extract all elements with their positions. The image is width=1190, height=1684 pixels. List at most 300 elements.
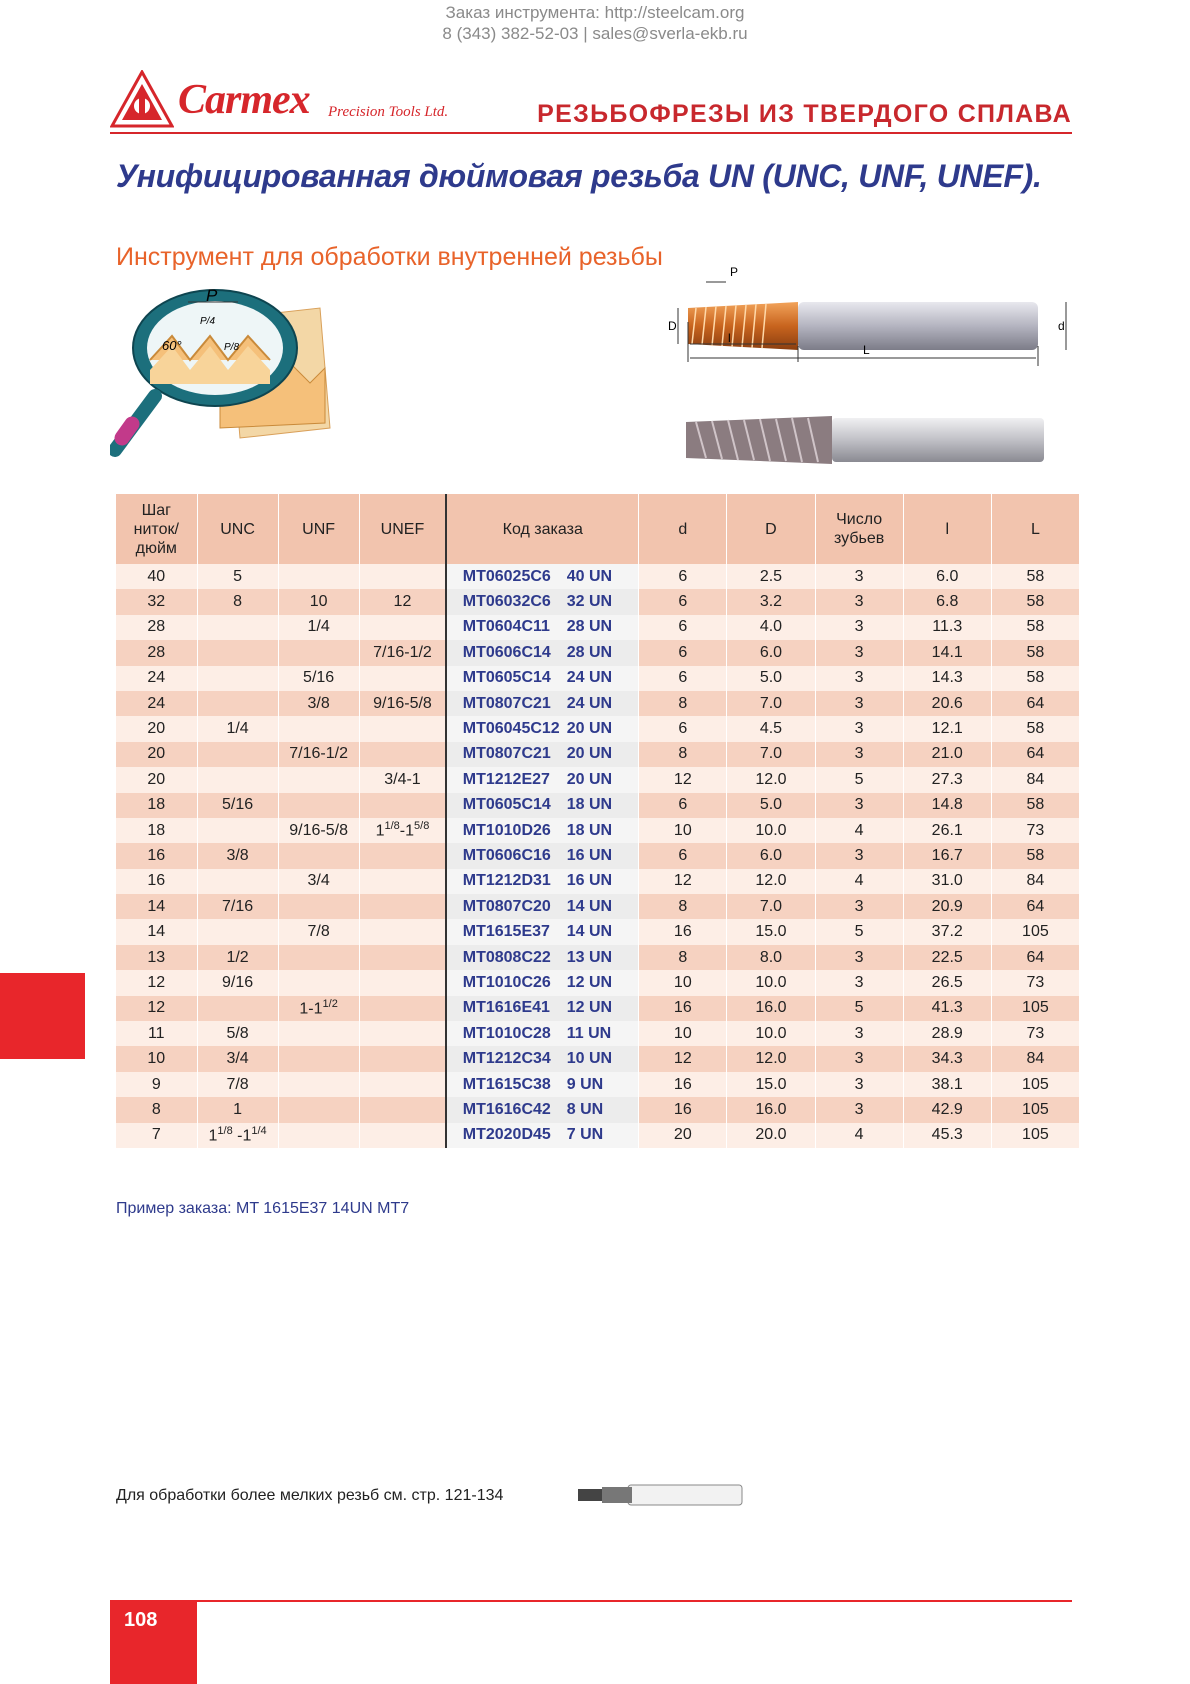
fraction-superscript: 1/8 [217, 1125, 233, 1138]
thread-designation: 20 UN [566, 720, 613, 738]
dim-l: l [728, 331, 731, 345]
thread-designation: 32 UN [566, 593, 613, 611]
cell-tpi: 14 [116, 919, 197, 944]
cell-L: 84 [991, 1046, 1079, 1071]
cell-unf: 10 [278, 589, 359, 614]
small-tool-icon [576, 1483, 746, 1507]
cell-unc: 5/16 [197, 793, 278, 818]
cell-unf [278, 1072, 359, 1097]
order-code-cell [446, 919, 638, 944]
cell-d: 16 [639, 996, 727, 1021]
order-code: MT1615C38 [462, 1075, 551, 1093]
cell-d: 6 [639, 666, 727, 691]
col-unf: UNF [278, 494, 359, 564]
cell-D: 8.0 [727, 945, 815, 970]
cell-D: 15.0 [727, 1072, 815, 1097]
cell-z: 5 [815, 767, 903, 792]
cell-l: 14.3 [903, 666, 991, 691]
cell-unf: 9/16-5/8 [278, 818, 359, 843]
cell-d: 10 [639, 1021, 727, 1046]
table-row [116, 716, 1080, 741]
cell-l: 14.1 [903, 640, 991, 665]
order-code: MT1010C28 [462, 1024, 551, 1042]
order-code: MT1212D31 [462, 872, 551, 890]
order-code-cell [446, 564, 638, 589]
thread-designation: 12 UN [566, 973, 613, 991]
cell-unef: 9/16-5/8 [359, 691, 446, 716]
cell-d: 8 [639, 894, 727, 919]
cell-tpi: 20 [116, 742, 197, 767]
cell-tpi: 32 [116, 589, 197, 614]
cell-D: 20.0 [727, 1123, 815, 1148]
cell-unef: 12 [359, 589, 446, 614]
cell-z: 3 [815, 1072, 903, 1097]
cell-unf: 3/4 [278, 869, 359, 894]
dim-P: P [730, 265, 739, 279]
cell-tpi: 9 [116, 1072, 197, 1097]
thread-designation: 7 UN [566, 1126, 604, 1144]
cell-unf [278, 1021, 359, 1046]
thread-designation: 14 UN [566, 897, 613, 915]
col-pitch-line3: дюйм [135, 539, 177, 557]
cell-unc [197, 818, 278, 843]
table-row [116, 640, 1080, 665]
order-code-cell [446, 589, 638, 614]
cell-l: 31.0 [903, 869, 991, 894]
cell-l: 20.9 [903, 894, 991, 919]
col-unef: UNEF [359, 494, 446, 564]
thread-designation: 16 UN [566, 872, 613, 890]
fraction-superscript: 1/2 [322, 998, 338, 1011]
cell-D: 6.0 [727, 843, 815, 868]
order-code: MT0605C14 [462, 796, 551, 814]
thread-designation: 13 UN [566, 948, 613, 966]
thread-designation: 28 UN [566, 618, 613, 636]
section-title: РЕЗЬБОФРЕЗЫ ИЗ ТВЕРДОГО СПЛАВА [537, 100, 1072, 128]
cell-unf [278, 716, 359, 741]
table-header [116, 494, 1080, 564]
cell-unf [278, 1123, 359, 1148]
table-row [116, 1123, 1080, 1148]
cell-D: 12.0 [727, 869, 815, 894]
cell-z: 3 [815, 640, 903, 665]
table-row [116, 615, 1080, 640]
cell-z: 3 [815, 1097, 903, 1122]
table-row [116, 1097, 1080, 1122]
cell-D: 4.5 [727, 716, 815, 741]
cell-unef [359, 742, 446, 767]
fraction-base: 1 [375, 822, 385, 840]
cell-unc [197, 691, 278, 716]
cell-d: 8 [639, 945, 727, 970]
cell-L: 105 [991, 1072, 1079, 1097]
small-thread-note: Для обработки более мелких резьб см. стр. 121-134 [116, 1487, 504, 1504]
cell-tpi: 24 [116, 691, 197, 716]
cell-unc [197, 767, 278, 792]
cell-tpi: 20 [116, 716, 197, 741]
cell-unc: 1/4 [197, 716, 278, 741]
footer-divider [110, 1600, 1072, 1602]
cell-unf [278, 945, 359, 970]
order-code-cell [446, 1072, 638, 1097]
cell-z: 4 [815, 818, 903, 843]
cell-L: 105 [991, 1097, 1079, 1122]
cell-unef [359, 945, 446, 970]
cell-tpi: 11 [116, 1021, 197, 1046]
table-row [116, 742, 1080, 767]
table-row [116, 996, 1080, 1021]
table-row [116, 818, 1080, 843]
order-code: MT0807C21 [462, 694, 551, 712]
order-example: Пример заказа: MT 1615E37 14UN MT7 [116, 1200, 410, 1217]
cell-unc [197, 615, 278, 640]
cell-L: 64 [991, 742, 1079, 767]
contact-info [0, 2, 1190, 44]
cell-D: 5.0 [727, 666, 815, 691]
cell-unf [278, 767, 359, 792]
order-code: MT1212C34 [462, 1050, 551, 1068]
cell-D: 5.0 [727, 793, 815, 818]
table-row [116, 894, 1080, 919]
thread-designation: 24 UN [566, 694, 613, 712]
order-code: MT06045C12 [462, 720, 560, 738]
cell-unf: 3/8 [278, 691, 359, 716]
cell-l: 37.2 [903, 919, 991, 944]
fraction-base: 1 [208, 1127, 218, 1145]
col-teeth-line2: зубьев [833, 530, 885, 547]
cell-D: 12.0 [727, 1046, 815, 1071]
cell-z: 3 [815, 615, 903, 640]
cell-z: 3 [815, 564, 903, 589]
col-pitch [116, 494, 197, 564]
cell-L: 73 [991, 970, 1079, 995]
cell-z: 3 [815, 1046, 903, 1071]
cell-unf [278, 640, 359, 665]
cell-l: 12.1 [903, 716, 991, 741]
carmex-logo [110, 70, 470, 130]
order-code-cell [446, 615, 638, 640]
cell-z: 3 [815, 1021, 903, 1046]
cell-unef: 7/16-1/2 [359, 640, 446, 665]
cell-unef [359, 666, 446, 691]
cell-l: 16.7 [903, 843, 991, 868]
cell-tpi: 24 [116, 666, 197, 691]
cell-l: 6.0 [903, 564, 991, 589]
cell-d: 12 [639, 869, 727, 894]
thread-designation: 20 UN [566, 770, 613, 788]
cell-z: 5 [815, 919, 903, 944]
cell-z: 4 [815, 869, 903, 894]
cell-unc: 7/8 [197, 1072, 278, 1097]
thread-designation: 14 UN [566, 923, 613, 941]
cell-L: 105 [991, 1123, 1079, 1148]
order-code-cell [446, 818, 638, 843]
cell-unef [359, 996, 446, 1021]
order-code-cell [446, 666, 638, 691]
cell-D: 3.2 [727, 589, 815, 614]
cell-z: 3 [815, 666, 903, 691]
cell-tpi: 14 [116, 894, 197, 919]
contact-site: Заказ инструмента: http://steelcam.org [445, 3, 745, 22]
thread-designation: 28 UN [566, 643, 613, 661]
fraction-superscript: 1/4 [251, 1125, 267, 1138]
cell-L: 58 [991, 666, 1079, 691]
cell-z: 3 [815, 793, 903, 818]
cell-l: 22.5 [903, 945, 991, 970]
cell-unef [359, 716, 446, 741]
cell-L: 105 [991, 919, 1079, 944]
cell-unf [278, 1097, 359, 1122]
tool-dimension-drawing [648, 262, 1088, 392]
cell-z: 3 [815, 970, 903, 995]
cell-unc: 8 [197, 589, 278, 614]
cell-l: 26.5 [903, 970, 991, 995]
fraction-base: -1 [399, 822, 415, 840]
table-row [116, 666, 1080, 691]
cell-tpi: 12 [116, 970, 197, 995]
thread-designation: 24 UN [566, 669, 613, 687]
cell-D: 10.0 [727, 818, 815, 843]
brand-subtitle: Precision Tools Ltd. [328, 104, 449, 120]
cell-unc: 5/8 [197, 1021, 278, 1046]
cell-l: 28.9 [903, 1021, 991, 1046]
table-row [116, 919, 1080, 944]
cell-unef [359, 843, 446, 868]
cell-L: 105 [991, 996, 1079, 1021]
order-code-cell [446, 843, 638, 868]
carmex-logo-icon [110, 70, 174, 130]
cell-d: 10 [639, 970, 727, 995]
cell-tpi: 28 [116, 615, 197, 640]
cell-unef [359, 970, 446, 995]
order-code-cell [446, 894, 638, 919]
table-row [116, 1046, 1080, 1071]
order-code: MT0605C14 [462, 669, 551, 687]
cell-L: 73 [991, 818, 1079, 843]
cell-unef [359, 1021, 446, 1046]
cell-d: 6 [639, 843, 727, 868]
cell-d: 16 [639, 1072, 727, 1097]
cell-unef [359, 1123, 446, 1148]
cell-l: 41.3 [903, 996, 991, 1021]
order-code: MT2020D45 [462, 1126, 551, 1144]
cell-l: 14.8 [903, 793, 991, 818]
table-row [116, 691, 1080, 716]
angle-label: 60° [162, 338, 182, 353]
order-code: MT0807C20 [462, 897, 551, 915]
order-code-cell [446, 996, 638, 1021]
cell-unc: 9/16 [197, 970, 278, 995]
cell-d: 6 [639, 793, 727, 818]
cell-L: 84 [991, 767, 1079, 792]
page-subtitle: Инструмент для обработки внутренней резьбы [116, 243, 663, 271]
cell-unef [359, 869, 446, 894]
page-number: 108 [124, 1609, 158, 1631]
cell-unf [278, 843, 359, 868]
contact-phone-email: 8 (343) 382-52-03 | sales@sverla-ekb.ru [442, 24, 748, 43]
cell-unf: 7/8 [278, 919, 359, 944]
table-row [116, 869, 1080, 894]
thread-profile-illustration [110, 288, 350, 468]
order-code-cell [446, 945, 638, 970]
col-pitch-line2: ниток/ [133, 520, 179, 538]
thread-designation: 16 UN [566, 846, 613, 864]
order-code: MT06025C6 [462, 567, 551, 585]
cell-L: 84 [991, 869, 1079, 894]
cell-d: 20 [639, 1123, 727, 1148]
header-divider [110, 132, 1072, 134]
cell-unc [197, 666, 278, 691]
col-code: Код заказа [446, 494, 638, 564]
col-d: d [639, 494, 727, 564]
table-row [116, 843, 1080, 868]
cell-tpi: 28 [116, 640, 197, 665]
cell-d: 8 [639, 691, 727, 716]
cell-D: 16.0 [727, 996, 815, 1021]
cell-tpi: 13 [116, 945, 197, 970]
page-title: Унифицированная дюймовая резьба UN (UNC, UNF, UNEF). [116, 158, 1042, 194]
dim-d: d [1058, 319, 1065, 333]
thread-designation: 9 UN [566, 1075, 604, 1093]
cell-tpi: 7 [116, 1123, 197, 1148]
thread-designation: 40 UN [566, 567, 613, 585]
order-code: MT0604C11 [462, 618, 550, 636]
cell-D: 2.5 [727, 564, 815, 589]
col-pitch-line1: Шаг [141, 501, 171, 519]
cell-L: 64 [991, 894, 1079, 919]
thread-designation: 20 UN [566, 745, 613, 763]
cell-unc: 5 [197, 564, 278, 589]
order-code-cell [446, 691, 638, 716]
cell-tpi: 18 [116, 818, 197, 843]
cell-unef [359, 564, 446, 589]
dim-D: D [668, 319, 677, 333]
cell-tpi: 16 [116, 869, 197, 894]
cell-L: 58 [991, 640, 1079, 665]
table-row [116, 1072, 1080, 1097]
thread-designation: 10 UN [566, 1050, 613, 1068]
order-code-cell [446, 1021, 638, 1046]
side-tab-marker [0, 973, 85, 1059]
fraction-superscript: 1/8 [384, 820, 400, 833]
cell-unef [359, 1072, 446, 1097]
brand-name: Carmex [178, 77, 310, 123]
cell-D: 4.0 [727, 615, 815, 640]
order-code: MT0808C22 [462, 948, 551, 966]
cell-d: 6 [639, 589, 727, 614]
cell-l: 38.1 [903, 1072, 991, 1097]
col-teeth [815, 494, 903, 564]
cell-unc [197, 640, 278, 665]
cell-D: 7.0 [727, 742, 815, 767]
order-code-cell [446, 1046, 638, 1071]
table-row [116, 970, 1080, 995]
cell-tpi: 16 [116, 843, 197, 868]
table-row [116, 945, 1080, 970]
cell-D: 7.0 [727, 894, 815, 919]
col-teeth-line1: Число [836, 511, 883, 528]
cell-tpi: 10 [116, 1046, 197, 1071]
cell-unef [359, 615, 446, 640]
p4-label: P/4 [200, 316, 216, 327]
cell-d: 6 [639, 716, 727, 741]
table-row [116, 1021, 1080, 1046]
table-row [116, 793, 1080, 818]
thread-designation: 11 UN [566, 1024, 612, 1042]
fraction-base: -1 [232, 1127, 252, 1145]
cell-unef [359, 894, 446, 919]
cell-l: 11.3 [903, 615, 991, 640]
cell-unc: 3/8 [197, 843, 278, 868]
cell-D: 6.0 [727, 640, 815, 665]
order-code: MT0606C14 [462, 643, 551, 661]
order-code-cell [446, 869, 638, 894]
cell-l: 21.0 [903, 742, 991, 767]
cell-L: 58 [991, 716, 1079, 741]
cell-z: 3 [815, 589, 903, 614]
table-row [116, 564, 1080, 589]
thread-designation: 18 UN [566, 796, 613, 814]
cell-l: 20.6 [903, 691, 991, 716]
order-code: MT1010D26 [462, 821, 551, 839]
cell-D: 7.0 [727, 691, 815, 716]
cell-unf [278, 793, 359, 818]
cell-unc [197, 869, 278, 894]
spec-table [116, 494, 1080, 1148]
col-l: l [903, 494, 991, 564]
cell-unc [197, 1123, 278, 1148]
cell-unc [197, 742, 278, 767]
cell-unc: 1/2 [197, 945, 278, 970]
cell-d: 6 [639, 640, 727, 665]
cell-l: 26.1 [903, 818, 991, 843]
order-code: MT1615E37 [462, 923, 550, 941]
order-code: MT1212E27 [462, 770, 550, 788]
cell-l: 42.9 [903, 1097, 991, 1122]
pitch-label: P [206, 288, 218, 305]
table-row [116, 589, 1080, 614]
cell-d: 12 [639, 767, 727, 792]
cell-D: 10.0 [727, 970, 815, 995]
cell-L: 73 [991, 1021, 1079, 1046]
order-code-cell [446, 640, 638, 665]
thread-designation: 18 UN [566, 821, 613, 839]
cell-unf: 7/16-1/2 [278, 742, 359, 767]
cell-tpi: 18 [116, 793, 197, 818]
order-code-cell [446, 793, 638, 818]
order-code: MT0807C21 [462, 745, 551, 763]
cell-unc: 7/16 [197, 894, 278, 919]
cell-d: 8 [639, 742, 727, 767]
cell-l: 27.3 [903, 767, 991, 792]
cell-L: 58 [991, 793, 1079, 818]
order-code: MT06032C6 [462, 593, 551, 611]
cell-z: 5 [815, 996, 903, 1021]
thread-designation: 12 UN [566, 999, 613, 1017]
cell-d: 16 [639, 919, 727, 944]
order-code-cell [446, 1123, 638, 1148]
cell-l: 34.3 [903, 1046, 991, 1071]
cell-unc [197, 996, 278, 1021]
order-code-cell [446, 970, 638, 995]
fraction-superscript: 5/8 [414, 820, 430, 833]
cell-z: 3 [815, 894, 903, 919]
cell-unef [359, 818, 446, 843]
tool-photo [682, 412, 1046, 468]
cell-z: 4 [815, 1123, 903, 1148]
cell-D: 10.0 [727, 1021, 815, 1046]
cell-z: 3 [815, 691, 903, 716]
